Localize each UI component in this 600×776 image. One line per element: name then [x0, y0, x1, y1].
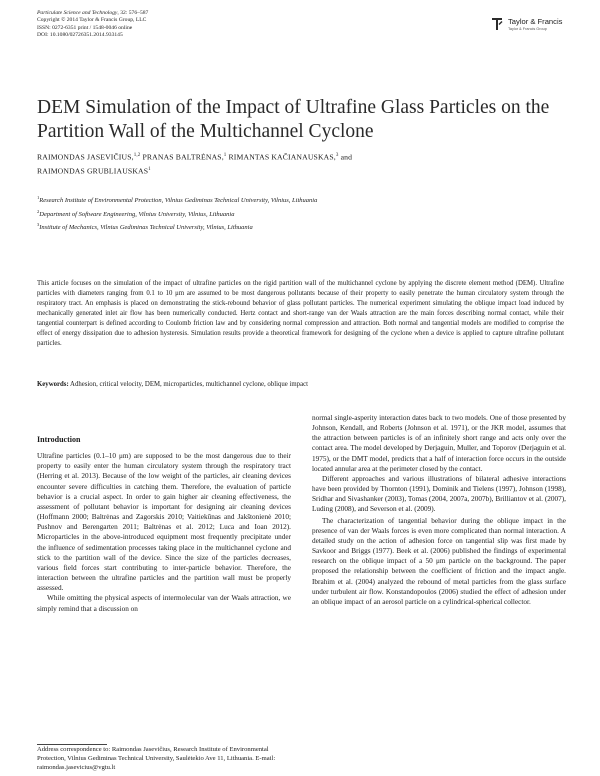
- body-column-right: [312, 413, 566, 607]
- publisher-name: Taylor & Francis: [508, 17, 563, 26]
- author-name: RIMANTAS KAČIANAUSKAS,: [228, 152, 336, 162]
- affiliation-item: [37, 220, 557, 234]
- author-name: RAIMONDAS GRUBLIAUSKAS: [37, 166, 149, 176]
- journal-copyright: Copyright © 2014 Taylor & Francis Group, LLC: [37, 17, 147, 24]
- journal-name: Particulate Science and Technology: [37, 10, 118, 16]
- affiliation-mark: 2: [37, 208, 40, 214]
- body-paragraph: Different approaches and various illustrations of bilateral adhesive interactions have been provided by Thornton (1991), Dominik and Tielens (1997), Johnson (1998), Sridhar and Sivashanker (2003), Tomas (2004, 2007a, 2007b), Brilliantov et al. (2007), Luding (2008), and Severson et al. (2009).: [312, 474, 566, 514]
- keywords-label: Keywords:: [37, 381, 69, 388]
- journal-issn: ISSN: 0272-6351 print / 1548-0046 online: [37, 24, 133, 31]
- author-name: RAIMONDAS JASEVIČIUS,: [37, 152, 134, 162]
- publisher-logo: [489, 15, 567, 39]
- author-affiliation-mark: 1: [223, 153, 227, 158]
- body-paragraph: The characterization of tangential behavior during the oblique impact in the presence of van der Waals forces is even more complicated than normal interaction. A detailed study on the action of adhesion force on tangential slip was first made by Savkoor and Briggs (1977). Beek et al. (2006) published the findings of experimental research on the oblique impact of a 50 μm particle on the background. The paper proposed the relationship between the coefficient of friction and the impact angle. Ibrahim et al. (2004) analyzed the rebound of metal particles from the glass surface under turbulent air flow. Konstandopoulos (2006) studied the effect of adhesion under an oblique impact of an aerosol particle on a cylindrical-spherical collector.: [312, 516, 566, 606]
- author-list: [37, 150, 557, 178]
- author-conjunction: and: [340, 152, 353, 162]
- affiliation-mark: 1: [37, 195, 40, 200]
- body-paragraph: normal single-asperity interaction dates back to two models. One of those presented by Johnson, Kendall, and Roberts (Johnson et al. 1971), or the JKR model, assumes that the attraction between particles is of an infinitely short range and acts only over the contact area. The model developed by Derjaguin, Muller, and Toporov (Derjaguin et al. 1975), or the DMT model, predicts that a half of interaction force occurs in the outside located annular area at the perimeter closed by the contact.: [312, 414, 566, 473]
- affiliation-item: [37, 193, 557, 207]
- journal-doi[interactable]: DOI: 10.1080/02726351.2014.933145: [37, 32, 123, 39]
- author-affiliation-mark: 3: [335, 153, 339, 158]
- body-paragraph: Ultrafine particles (0.1–10 μm) are supposed to be the most dangerous due to their property to easily enter the human circulatory system through the respiratory tract (Herring et al. 2013). Because of the low weight of the particles, air cleaning devices encounter severe difficulties in catching them. Therefore, the evaluation of particle behavior is a crucial aspect. In order to gain higher air cleaning effectiveness, the assessment of pollutant behavior is important for designing air cleaning devices (Hoffmann 2000; Baltrėnas and Zagorskis 2010; Vaitiekūnas and Jakštonienė 2010; Pushnov and Berengarten 2011; Baltrėnas et al. 2012; Luca and Ioan 2012). Microparticles in the above-introduced equipment most frequently precipitate under the influence of sedimentation processes taking place in the multichannel cyclone and stick to the partition wall of the device. Since the size of the particles decreases, various field forces start contributing to inter-particle behavior. Therefore, the interaction between the ultrafine particles and the partition wall must be properly assessed.: [37, 452, 291, 593]
- author-affiliation-mark: 1: [148, 166, 151, 172]
- author-affiliation-mark: 1,2: [133, 153, 141, 158]
- journal-header: [37, 10, 337, 40]
- publisher-tagline: Taylor & Francis Group: [508, 27, 547, 31]
- affiliation-item: [37, 207, 557, 221]
- affiliation-list: [37, 193, 557, 234]
- publisher-logo-icon: [489, 16, 505, 32]
- keywords-list: Adhesion, critical velocity, DEM, microparticles, multichannel cyclone, oblique impact: [70, 381, 308, 388]
- affiliation-text: Research Institute of Environmental Protection, Vilnius Gediminas Technical University, Vilnius, Lithuania: [39, 197, 318, 205]
- correspondence-footnote: Address correspondence to: Raimondas Jasevičius, Research Institute of Environmental Protection, Vilnius Gediminas Technical University, Saulėtekio Ave 11, Lithuania. E-mail: raimondas.jasevicius@vgtu.lt: [37, 746, 276, 772]
- affiliation-text: Department of Software Engineering, Vilnius University, Vilnius, Lithuania: [39, 210, 235, 218]
- keywords: [37, 380, 564, 390]
- affiliation-text: Institute of Mechanics, Vilnius Gediminas Technical University, Vilnius, Lithuania: [39, 224, 253, 232]
- abstract: This article focuses on the simulation of the impact of ultrafine particles on the rigid partition wall of the multichannel cyclone by applying the discrete element method (DEM). Ultrafine particles with diameters ranging from 0.1 to 10 μm are assumed to be most dangerous pollutants because of their property to easily penetrate the human circulatory system through the respiratory tract. An emphasis is placed on demonstrating the stick-rebound behavior of glass pollutant particles. The numerical experiment simulating the oblique impact load induced by mechanically generated inlet air flow has been numerically conducted. Hertz contact and short-range van der Waals attraction are the main forces describing normal contact, while their tangential counterpart is defined according to Coulomb friction law and by considering normal compression and attraction. Both normal and tangential models are modified to comprise the effect of energy dissipation due to adhesion hysteresis. Simulation results provide a theoretical framework for designing of the cyclone when a device is applied to capture ultrafine pollutant particles.: [37, 280, 564, 347]
- affiliation-mark: 3: [37, 222, 40, 228]
- body-paragraph: While omitting the physical aspects of intermolecular van der Waals attraction, we simply remind that a discussion on: [37, 594, 291, 613]
- article-title: DEM Simulation of the Impact of Ultrafine Glass Particles on the Partition Wall of the Multichannel Cyclone: [37, 97, 550, 142]
- section-heading: Introduction: [37, 435, 81, 444]
- author-name: PRANAS BALTRĖNAS,: [142, 152, 224, 162]
- body-column-left: [37, 410, 291, 614]
- journal-volume-pages: , 32: 576–587: [117, 10, 149, 16]
